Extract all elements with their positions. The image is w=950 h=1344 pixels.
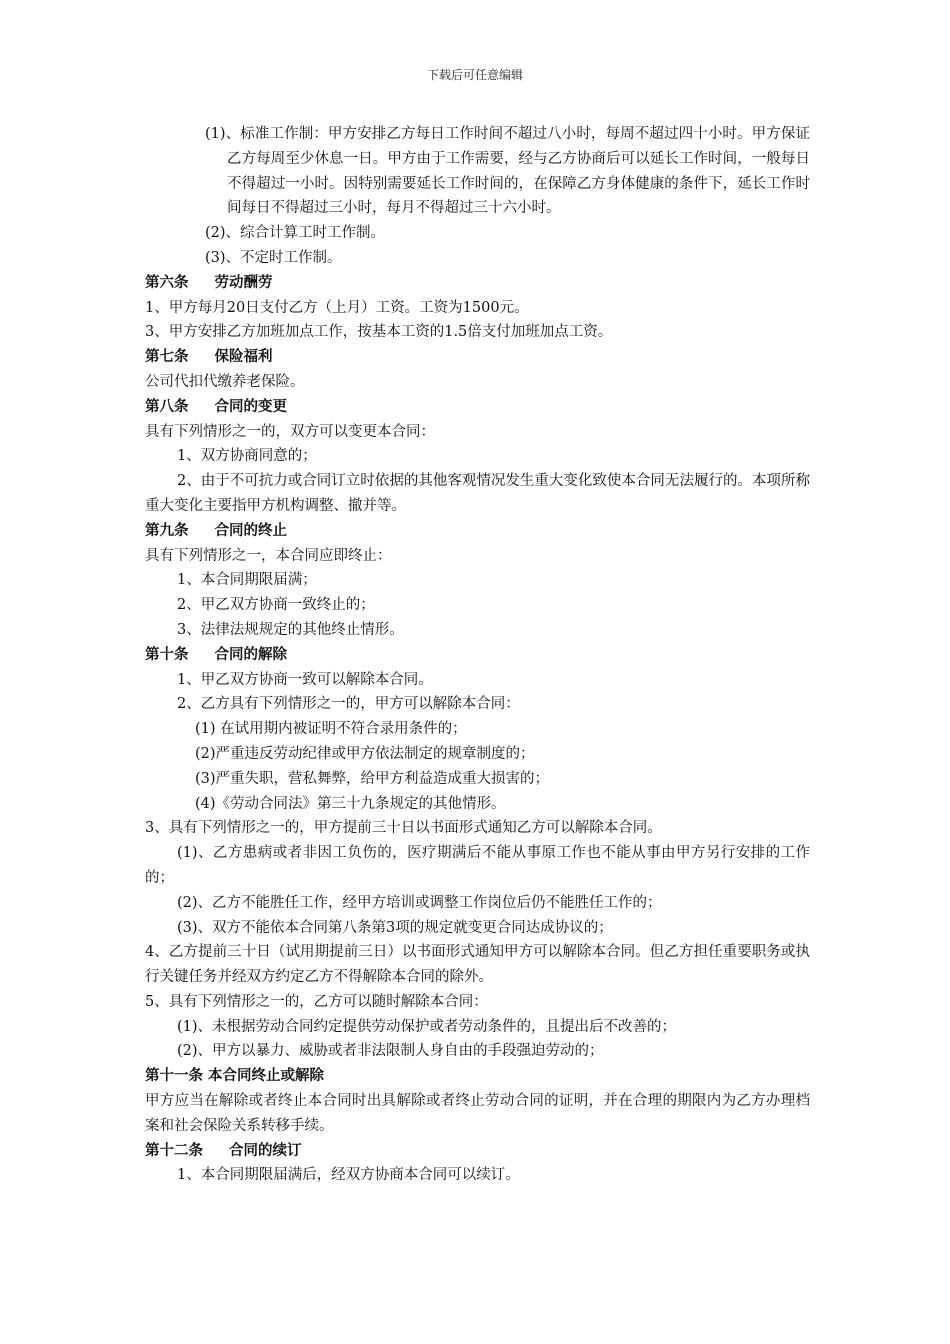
clause-item: 1、双方协商同意的；	[177, 448, 317, 465]
clause-item: 5、具有下列情形之一的，乙方可以随时解除本合同：	[145, 993, 488, 1010]
clause-item: (1)、未根据劳动合同约定提供劳动保护或者劳动条件的，且提出后不改善的；	[177, 1018, 677, 1035]
article-heading: 第十条 合同的解除	[145, 645, 287, 663]
clause-item: 2、甲乙双方协商一致终止的；	[177, 597, 375, 614]
clause-item: 1、本合同期限届满后，经双方协商本合同可以续订。	[177, 1167, 520, 1184]
clause-item: 具有下列情形之一的，双方可以变更本合同：	[145, 423, 435, 440]
clause-item: 具有下列情形之一，本合同应即终止：	[145, 547, 392, 564]
clause-item: (3)、不定时工作制。	[205, 249, 342, 266]
clause-item: (2)、甲方以暴力、威胁或者非法限制人身自由的手段强迫劳动的；	[177, 1043, 604, 1060]
clause-item: (4)《劳动合同法》第三十九条规定的其他情形。	[195, 795, 506, 812]
clause-item: (2)严重违反劳动纪律或甲方依法制定的规章制度的；	[195, 745, 535, 762]
clause-item: 2、乙方具有下列情形之一的，甲方可以解除本合同：	[177, 696, 520, 713]
article-heading: 第九条 合同的终止	[145, 521, 287, 539]
clause-item: 3、甲方安排乙方加班加点工作，按基本工资的1.5倍支付加班加点工资。	[145, 324, 613, 341]
clause-item: 4、乙方提前三十日（试用期提前三日）以书面形式通知甲方可以解除本合同。但乙方担任重要职务或执行关键任务并经双方约定乙方不得解除本合同的除外。	[145, 944, 810, 986]
page-header: 下载后可任意编辑	[426, 68, 523, 82]
clause-item: 1、本合同期限届满；	[177, 572, 317, 589]
document-body	[145, 122, 810, 1188]
article-heading: 第十一条 本合同终止或解除	[145, 1067, 325, 1085]
clause-item: (3)、双方不能依本合同第八条第3项的规定就变更合同达成协议的；	[177, 919, 613, 936]
clause-item: 1、甲乙双方协商一致可以解除本合同。	[177, 671, 433, 688]
clause-item: (1)、乙方患病或者非因工负伤的，医疗期满后不能从事原工作也不能从事由甲方另行安排的工作的；	[145, 845, 810, 886]
clause-item: 1、甲方每月20日支付乙方（上月）工资。工资为1500元。	[145, 299, 529, 316]
clause-item: 3、法律法规规定的其他终止情形。	[177, 621, 404, 638]
clause-item: (2)、乙方不能胜任工作，经甲方培训或调整工作岗位后仍不能胜任工作的；	[177, 894, 662, 911]
clause-item: 公司代扣代缴养老保险。	[145, 373, 305, 390]
clause-item: 3、具有下列情形之一的，甲方提前三十日以书面形式通知乙方可以解除本合同。	[145, 820, 662, 837]
clause-item: (1) 在试用期内被证明不符合录用条件的；	[195, 721, 467, 738]
article-heading: 第七条 保险福利	[145, 348, 273, 366]
article-heading: 第六条 劳动酬劳	[145, 273, 273, 291]
clause-item: 甲方应当在解除或者终止本合同时出具解除或者终止劳动合同的证明，并在合理的期限内为乙方办理档案和社会保险关系转移手续。	[145, 1093, 810, 1134]
article-heading: 第八条 合同的变更	[145, 397, 287, 415]
clause-item: (3)严重失职，营私舞弊，给甲方利益造成重大损害的；	[195, 770, 550, 787]
clause-item: (1)、标准工作制：甲方安排乙方每日工作时间不超过八小时，每周不超过四十小时。甲方保证乙方每周至少休息一日。甲方由于工作需要，经与乙方协商后可以延长工作时间，一般每日不得超过一小时。因特别需要延长工作时间的，在保障乙方身体健康的条件下，延长工作时间每日不得超过三小时，每月不得超过三十六小时。	[205, 126, 810, 217]
clause-item: (2)、综合计算工时工作制。	[205, 225, 386, 242]
clause-item: 2、由于不可抗力或合同订立时依据的其他客观情况发生重大变化致使本合同无法履行的。本项所称重大变化主要指甲方机构调整、撤并等。	[145, 473, 810, 514]
article-heading: 第十二条 合同的续订	[145, 1141, 302, 1159]
